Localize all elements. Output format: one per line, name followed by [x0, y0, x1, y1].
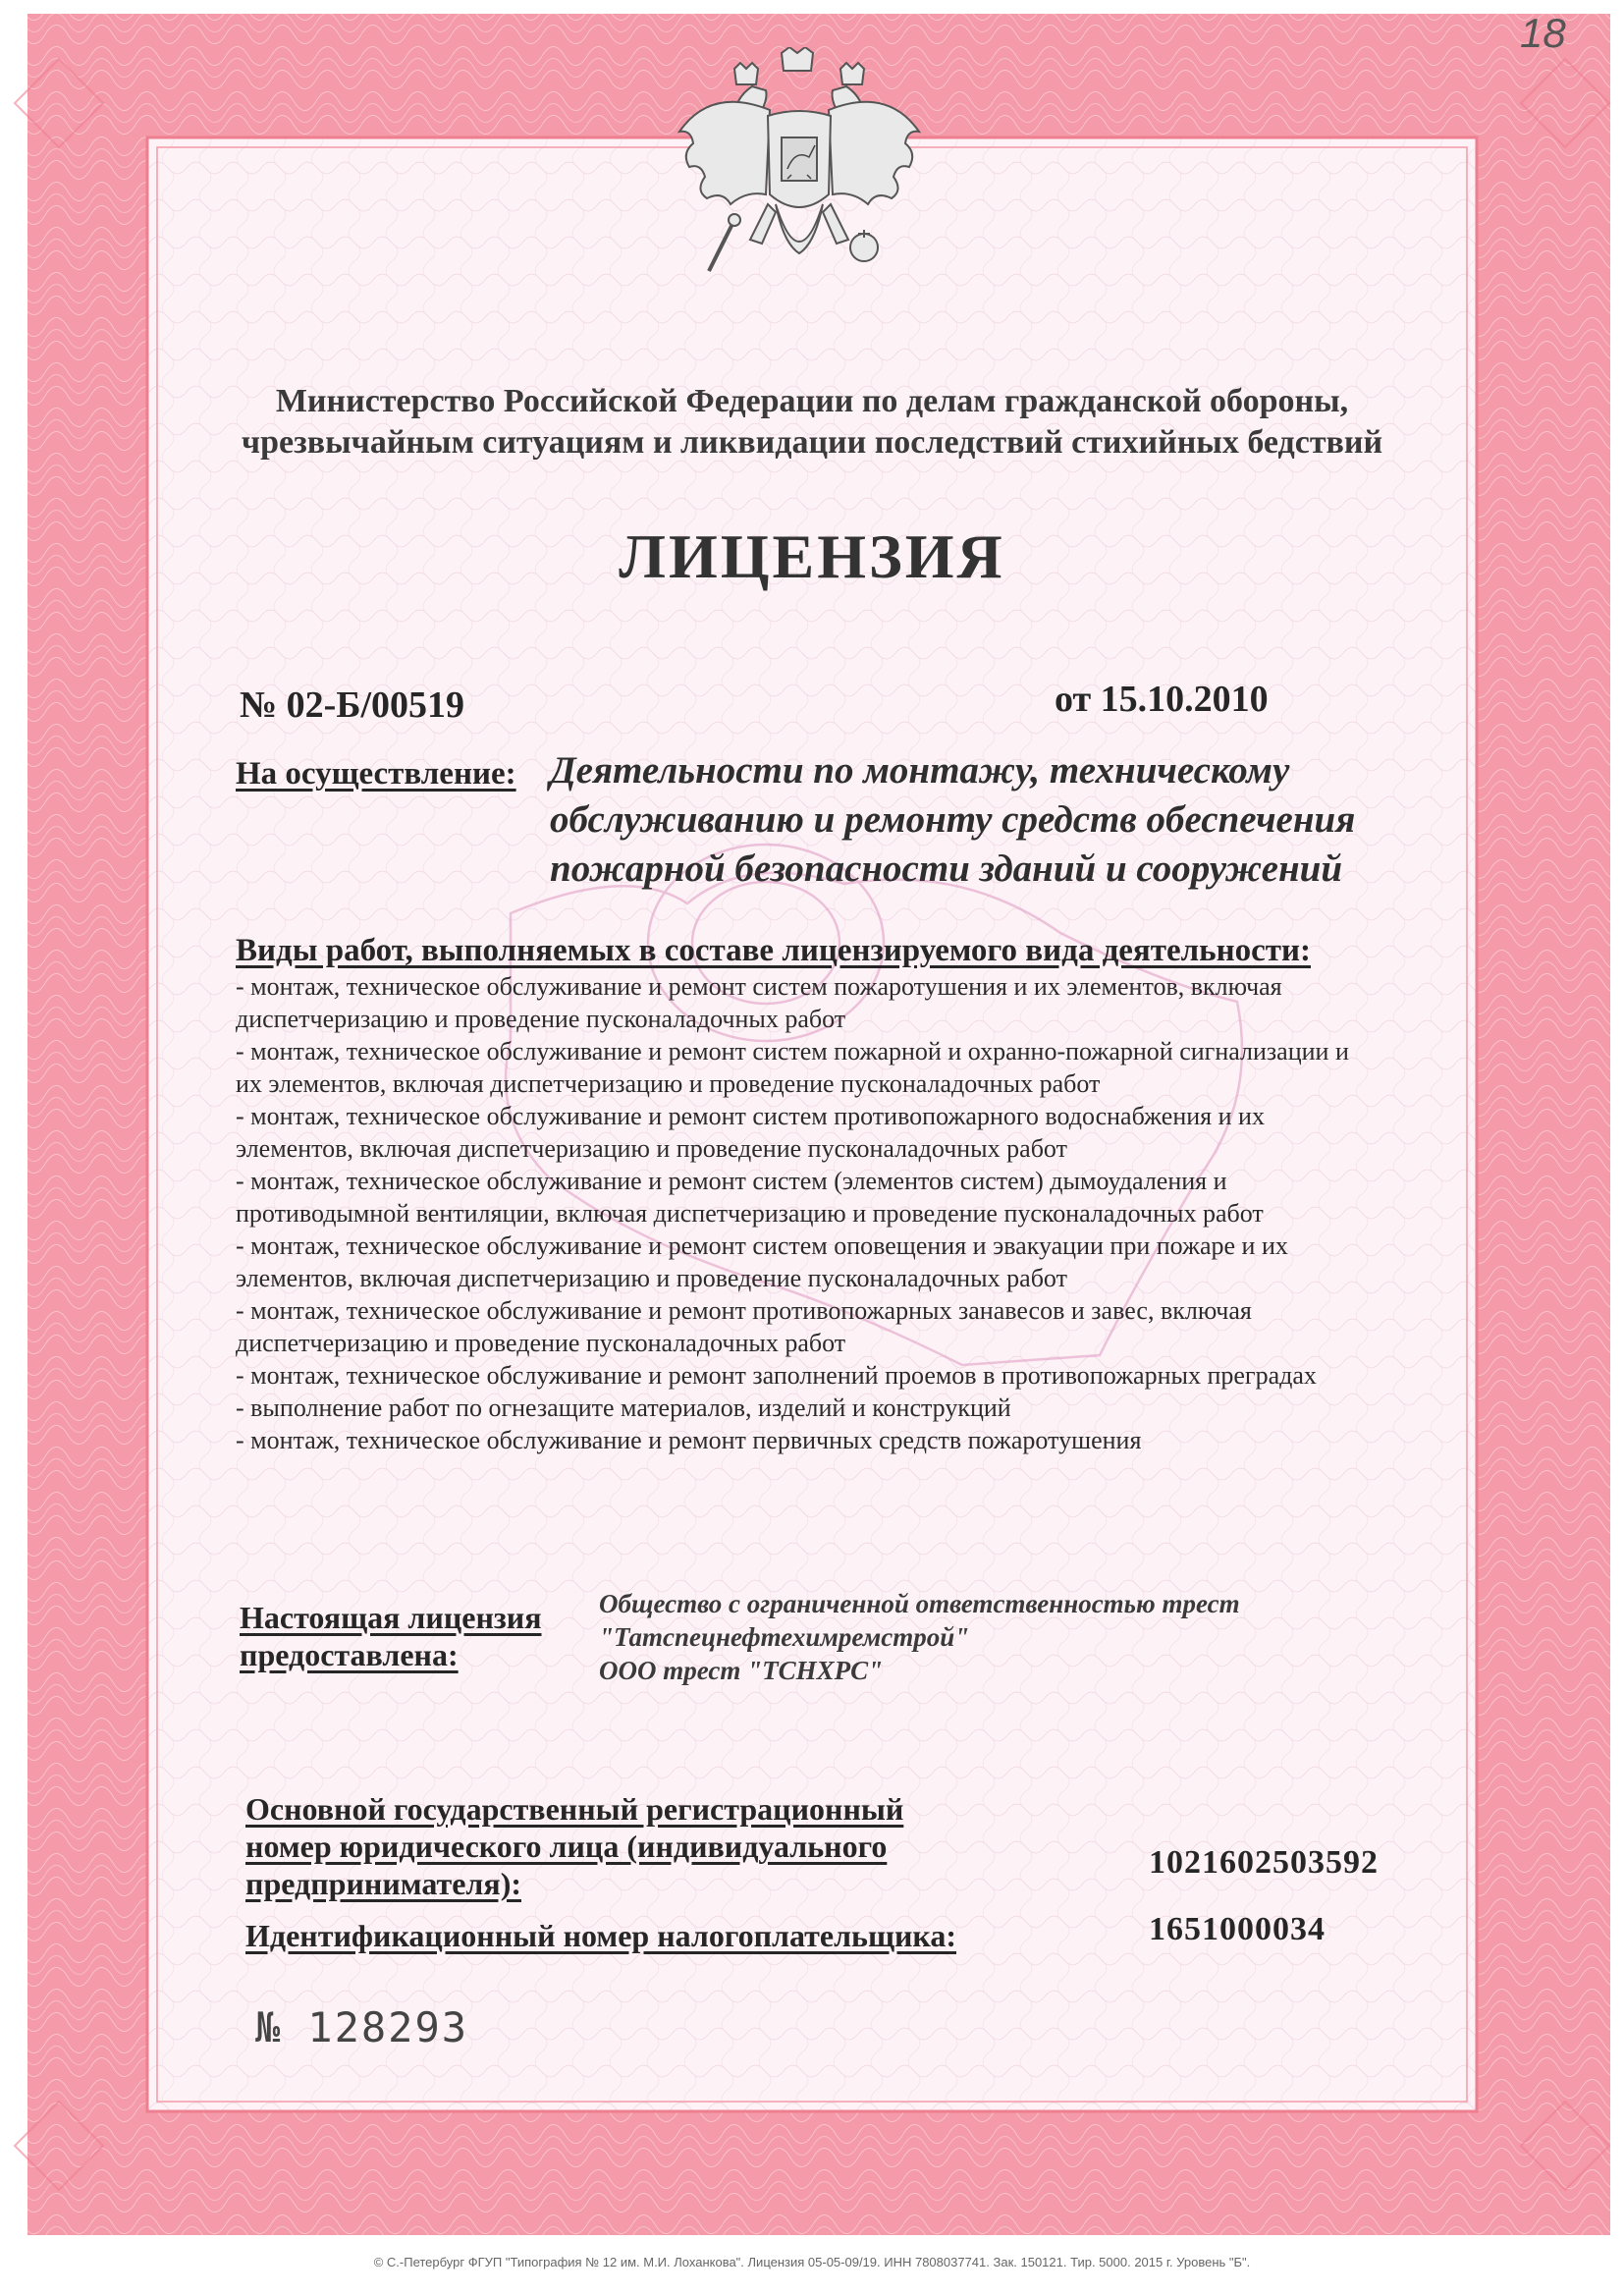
- holder-label-line: Настоящая лицензия: [240, 1600, 542, 1635]
- page-number: 18: [1520, 10, 1566, 56]
- works-line: - монтаж, техническое обслуживание и ремонт систем пожаротушения и их элементов, включая: [236, 972, 1282, 1001]
- license-number: № 02-Б/00519: [240, 684, 465, 726]
- serial-digits: 128293: [307, 2003, 469, 2051]
- works-list: [236, 970, 1443, 1456]
- holder-line: "Татспецнефтехимремстрой": [599, 1622, 970, 1652]
- ogrn-label: [245, 1790, 903, 1902]
- works-line: - монтаж, техническое обслуживание и ремонт систем оповещения и эвакуации при пожаре и их: [236, 1231, 1288, 1260]
- works-line: - монтаж, техническое обслуживание и ремонт первичных средств пожаротушения: [236, 1426, 1142, 1454]
- coat-of-arms-icon: [672, 47, 927, 312]
- holder-label: [240, 1599, 542, 1673]
- ogrn-label-line: номер юридического лица (индивидуального: [245, 1829, 888, 1864]
- works-line: элементов, включая диспетчеризацию и проведение пусконаладочных работ: [236, 1134, 1067, 1163]
- document-title: ЛИЦЕНЗИЯ: [619, 521, 1005, 591]
- works-line: - выполнение работ по огнезащите материалов, изделий и конструкций: [236, 1394, 1011, 1422]
- activity-line: Деятельности по монтажу, техническому: [550, 749, 1290, 792]
- ministry-line-2: чрезвычайным ситуациям и ликвидации последствий стихийных бедствий: [241, 424, 1383, 461]
- works-line: их элементов, включая диспетчеризацию и проведение пусконаладочных работ: [236, 1069, 1101, 1098]
- works-line: - монтаж, техническое обслуживание и ремонт систем противопожарного водоснабжения и их: [236, 1102, 1265, 1130]
- works-line: - монтаж, техническое обслуживание и ремонт противопожарных занавесов и завес, включая: [236, 1296, 1252, 1325]
- works-line: диспетчеризацию и проведение пусконаладочных работ: [236, 1005, 846, 1033]
- activity-label: На осуществление:: [236, 756, 516, 792]
- blank-serial-number: [255, 2003, 468, 2051]
- inn-value: 1651000034: [1149, 1911, 1326, 1947]
- works-line: - монтаж, техническое обслуживание и ремонт заполнений проемов в противопожарных преградах: [236, 1361, 1317, 1390]
- works-line: - монтаж, техническое обслуживание и ремонт систем (элементов систем) дымоудаления и: [236, 1167, 1227, 1195]
- printer-imprint: © С.-Петербург ФГУП "Типография № 12 им. М.И. Лоханкова". Лицензия 05-05-09/19. ИНН 7808037741. Зак. 150121. Тир. 5000. 2015 г. Уровень "Б".: [373, 2255, 1251, 2269]
- inn-label: Идентификационный номер налогоплательщика:: [245, 1918, 957, 1953]
- ogrn-label-line: предпринимателя):: [245, 1866, 521, 1901]
- holder-line: Общество с ограниченной ответственностью трест: [599, 1589, 1240, 1618]
- holder-name: [599, 1587, 1240, 1687]
- works-line: диспетчеризацию и проведение пусконаладочных работ: [236, 1329, 846, 1357]
- license-date: от 15.10.2010: [1055, 679, 1269, 720]
- activity-description: [550, 746, 1355, 894]
- ogrn-value: 1021602503592: [1149, 1844, 1379, 1881]
- number-sign: №: [255, 2003, 281, 2051]
- ogrn-label-line: Основной государственный регистрационный: [245, 1791, 904, 1827]
- works-heading: Виды работ, выполняемых в составе лицензируемого вида деятельности:: [236, 933, 1311, 968]
- holder-label-line: предоставлена:: [240, 1637, 459, 1672]
- works-line: элементов, включая диспетчеризацию и проведение пусконаладочных работ: [236, 1264, 1067, 1292]
- activity-line: пожарной безопасности зданий и сооружений: [550, 847, 1343, 890]
- holder-line: ООО трест "ТСНХРС": [599, 1656, 884, 1685]
- activity-line: обслуживанию и ремонту средств обеспечения: [550, 798, 1356, 841]
- works-line: - монтаж, техническое обслуживание и ремонт систем пожарной и охранно-пожарной сигнализации и: [236, 1037, 1349, 1066]
- works-line: противодымной вентиляции, включая диспетчеризацию и проведение пусконаладочных работ: [236, 1199, 1264, 1228]
- ministry-line-1: Министерство Российской Федерации по делам гражданской обороны,: [275, 383, 1349, 419]
